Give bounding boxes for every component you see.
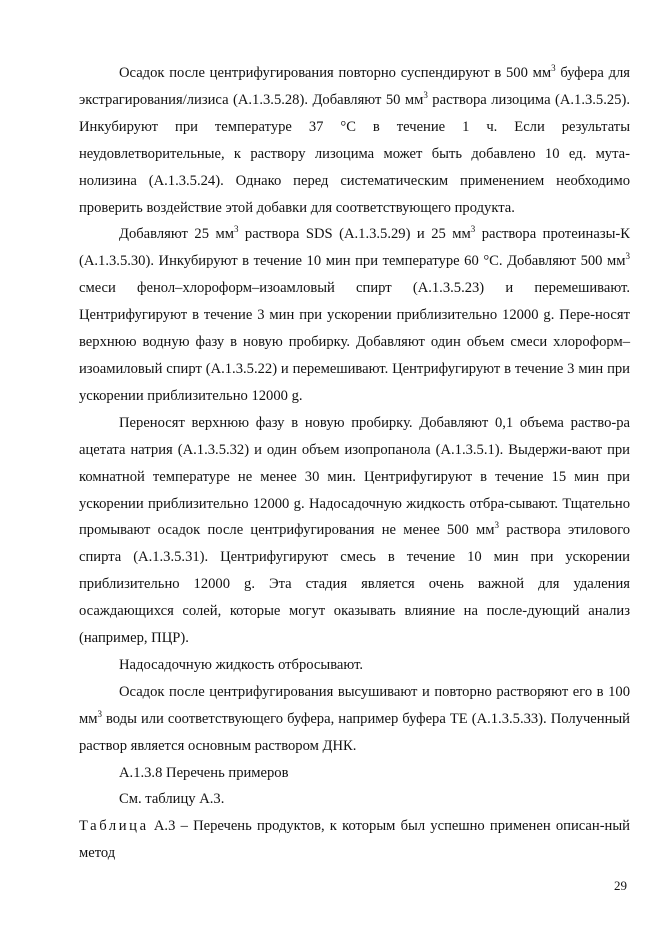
table-caption-text: А.3 – Перечень продуктов, к которым был успешно применен описан-ный метод (79, 818, 630, 862)
table-caption (79, 813, 630, 867)
text-run: смеси фенол–хлороформ–изоамловый спирт (А.1.3.5.23) и перемешивают. Центрифугируют в течение 3 мин при ускорении приблизительно 12000 g. Пере-носят верхнюю водную фазу в новую пробирку. Добавляют один объем смеси хлороформ–изоамиловый спирт (А.1.3.5.22) и перемешивают. Центрифугируют в течение 3 мин при ускорении приблизительно 12000 g. (79, 280, 630, 404)
superscript: 3 (97, 708, 102, 719)
text-run: раствора лизоцима (А.1.3.5.25). Инкубируют при температуре 37 °С в течение 1 ч. Если результаты неудовлетворительные, к раствору лизоцима может быть добавлено 10 ед. мута-нолизина (А.1.3.5.24). Однако перед систематическим применением необходимо проверить воздействие этой добавки для соответствующего продукта. (79, 91, 630, 216)
text-run: раствора протеиназы-К (А.1.3.5.30). Инкубируют в течение 10 мин при температуре 60 °С. Добавляют 500 мм (79, 226, 630, 270)
text-run: Добавляют 25 мм (119, 226, 234, 243)
paragraph-sds-proteinase (79, 221, 630, 409)
document-body (79, 60, 630, 867)
paragraph-resuspend (79, 60, 630, 221)
text-run: буфера для экстрагирования/лизиса (А.1.3.5.28). Добавляют 50 мм (79, 65, 630, 108)
superscript: 3 (423, 90, 428, 101)
paragraph-dry-dissolve (79, 679, 630, 760)
superscript: 3 (494, 520, 500, 531)
text-run: Осадок после центрифугирования повторно суспендируют в 500 мм (119, 65, 552, 81)
table-reference: См. таблицу А.3. (119, 791, 225, 808)
text-run: раствора этилового спирта (А.1.3.5.31). Центрифугируют смесь в течение 10 мин при ускорении приблизительно 12000 g. Эта стадия является очень важной для удаления осаждающихся солей, которые могут оказывать влияние на после-дующий анализ (например, ПЦР). (79, 522, 630, 647)
text-run: Переносят верхнюю фазу в новую пробирку. Добавляют 0,1 объема раство-ра ацетата натрия (А.1.3.5.32) и один объем изопропанола (А.1.3.5.1). Выдержи-вают при комнатной температуре не менее 30 мин. Центрифугируют в течение 15 мин при ускорении приблизительно 12000 g. Надосадочную жидкость отбра-сывают. Тщательно промывают осадок после центрифугирования не менее 500 мм (79, 414, 630, 539)
text-run: воды или соответствующего буфера, например буфера ТЕ (А.1.3.5.33). Полученный раствор является основным раствором ДНК. (79, 710, 630, 754)
section-heading: А.1.3.8 Перечень примеров (119, 764, 289, 781)
paragraph-precipitation (79, 410, 630, 652)
superscript: 3 (625, 251, 630, 262)
table-caption-label: Таблица (79, 818, 149, 835)
text-run: раствора SDS (А.1.3.5.29) и 25 мм (238, 226, 471, 243)
superscript: 3 (470, 224, 476, 235)
text-run: Осадок после центрифугирования высушивают и повторно растворяют его в 100 мм (79, 683, 630, 727)
superscript: 3 (551, 63, 556, 74)
paragraph-discard: Надосадочную жидкость отбросывают. (119, 656, 364, 673)
superscript: 3 (233, 224, 239, 235)
page-number: 29 (614, 878, 627, 893)
